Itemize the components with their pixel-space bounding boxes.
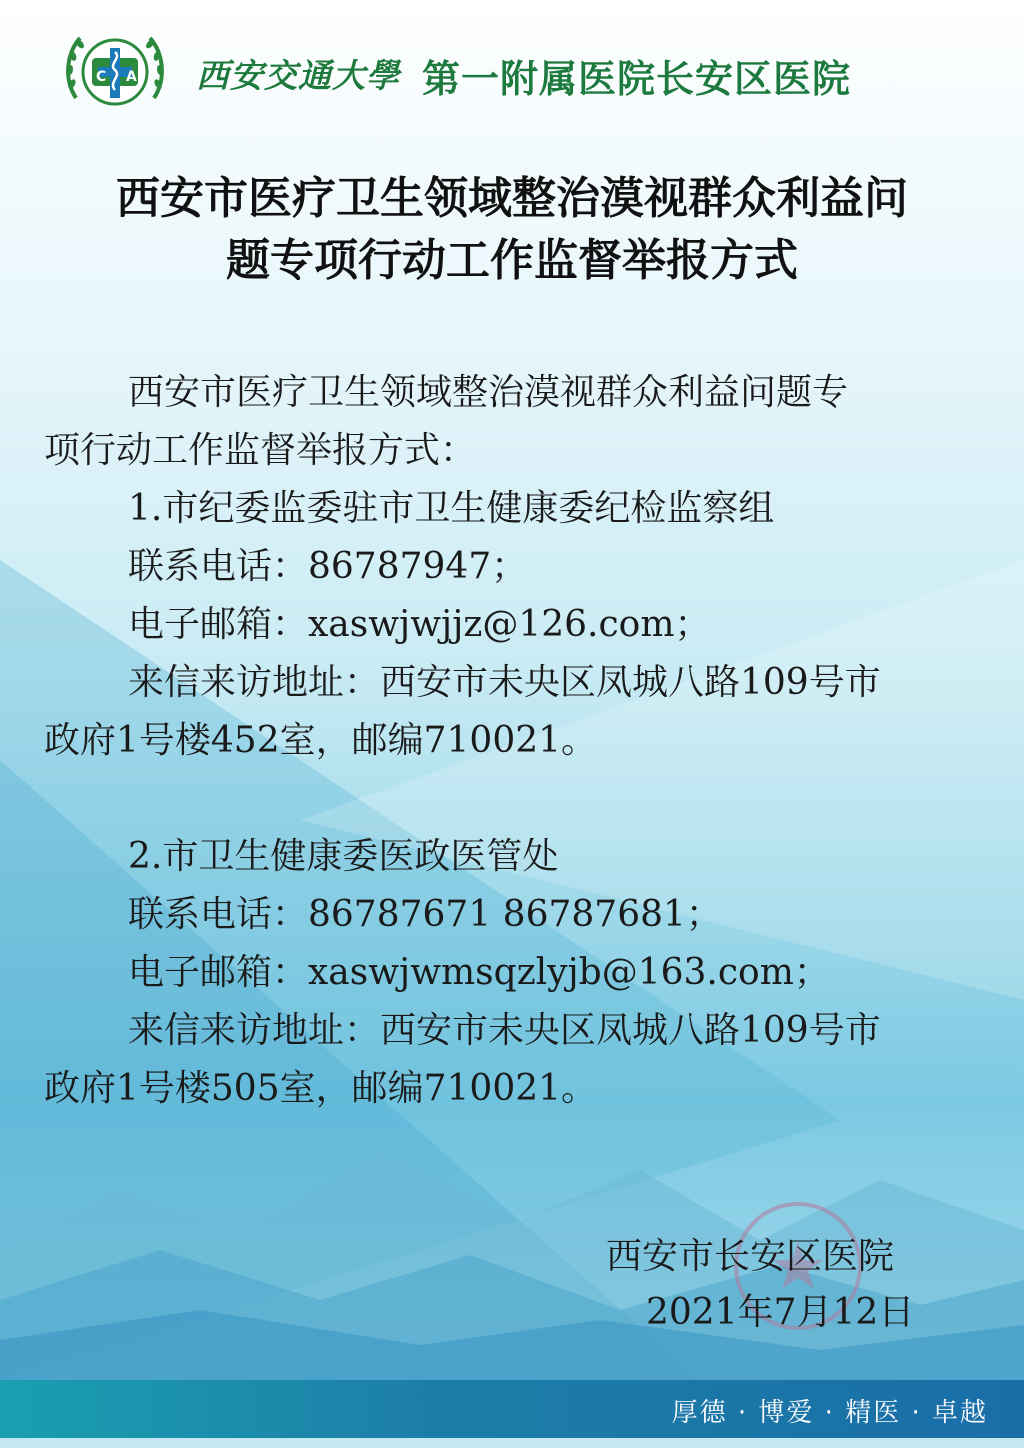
section-1 bbox=[44, 480, 974, 770]
title-line-2: 题专项行动工作监督举报方式 bbox=[226, 235, 798, 286]
university-name: 西安交通大學 bbox=[196, 56, 400, 95]
contact-address-line-2: 政府1号楼505室，邮编710021。 bbox=[44, 1068, 598, 1109]
page-title bbox=[40, 168, 984, 292]
title-line-1: 西安市医疗卫生领域整治漠视群众利益问 bbox=[116, 173, 908, 224]
header bbox=[62, 28, 962, 118]
hospital-logo-icon bbox=[62, 28, 168, 116]
contact-email: 电子邮箱：xaswjwmsqzlyjb@163.com； bbox=[128, 952, 830, 993]
contact-email: 电子邮箱：xaswjwjjz@126.com； bbox=[128, 604, 711, 645]
hospital-name: 第一附属医院长安区医院 bbox=[422, 57, 852, 101]
section-2 bbox=[44, 828, 974, 1118]
intro-line-1: 西安市医疗卫生领域整治漠视群众利益问题专 bbox=[128, 372, 849, 413]
intro-line-2: 项行动工作监督举报方式： bbox=[44, 430, 477, 471]
contact-address-line-1: 来信来访地址：西安市未央区凤城八路109号市 bbox=[128, 1010, 881, 1051]
contact-address-line-2: 政府1号楼452室，邮编710021。 bbox=[44, 720, 598, 761]
svg-text:C: C bbox=[96, 69, 107, 85]
contact-phone: 联系电话：86787671 86787681； bbox=[128, 894, 722, 935]
section-heading: 1.市纪委监委驻市卫生健康委纪检监察组 bbox=[128, 488, 775, 529]
signature-org: 西安市长安区医院 bbox=[606, 1236, 895, 1277]
section-heading: 2.市卫生健康委医政医管处 bbox=[128, 836, 559, 877]
svg-text:A: A bbox=[126, 69, 137, 85]
footer-motto: 厚德 · 博爱 · 精医 · 卓越 bbox=[671, 1398, 988, 1428]
signature-date: 2021年7月12日 bbox=[646, 1292, 915, 1333]
contact-phone: 联系电话：86787947； bbox=[128, 546, 528, 587]
intro-paragraph bbox=[44, 364, 974, 480]
contact-address-line-1: 来信来访地址：西安市未央区凤城八路109号市 bbox=[128, 662, 881, 703]
